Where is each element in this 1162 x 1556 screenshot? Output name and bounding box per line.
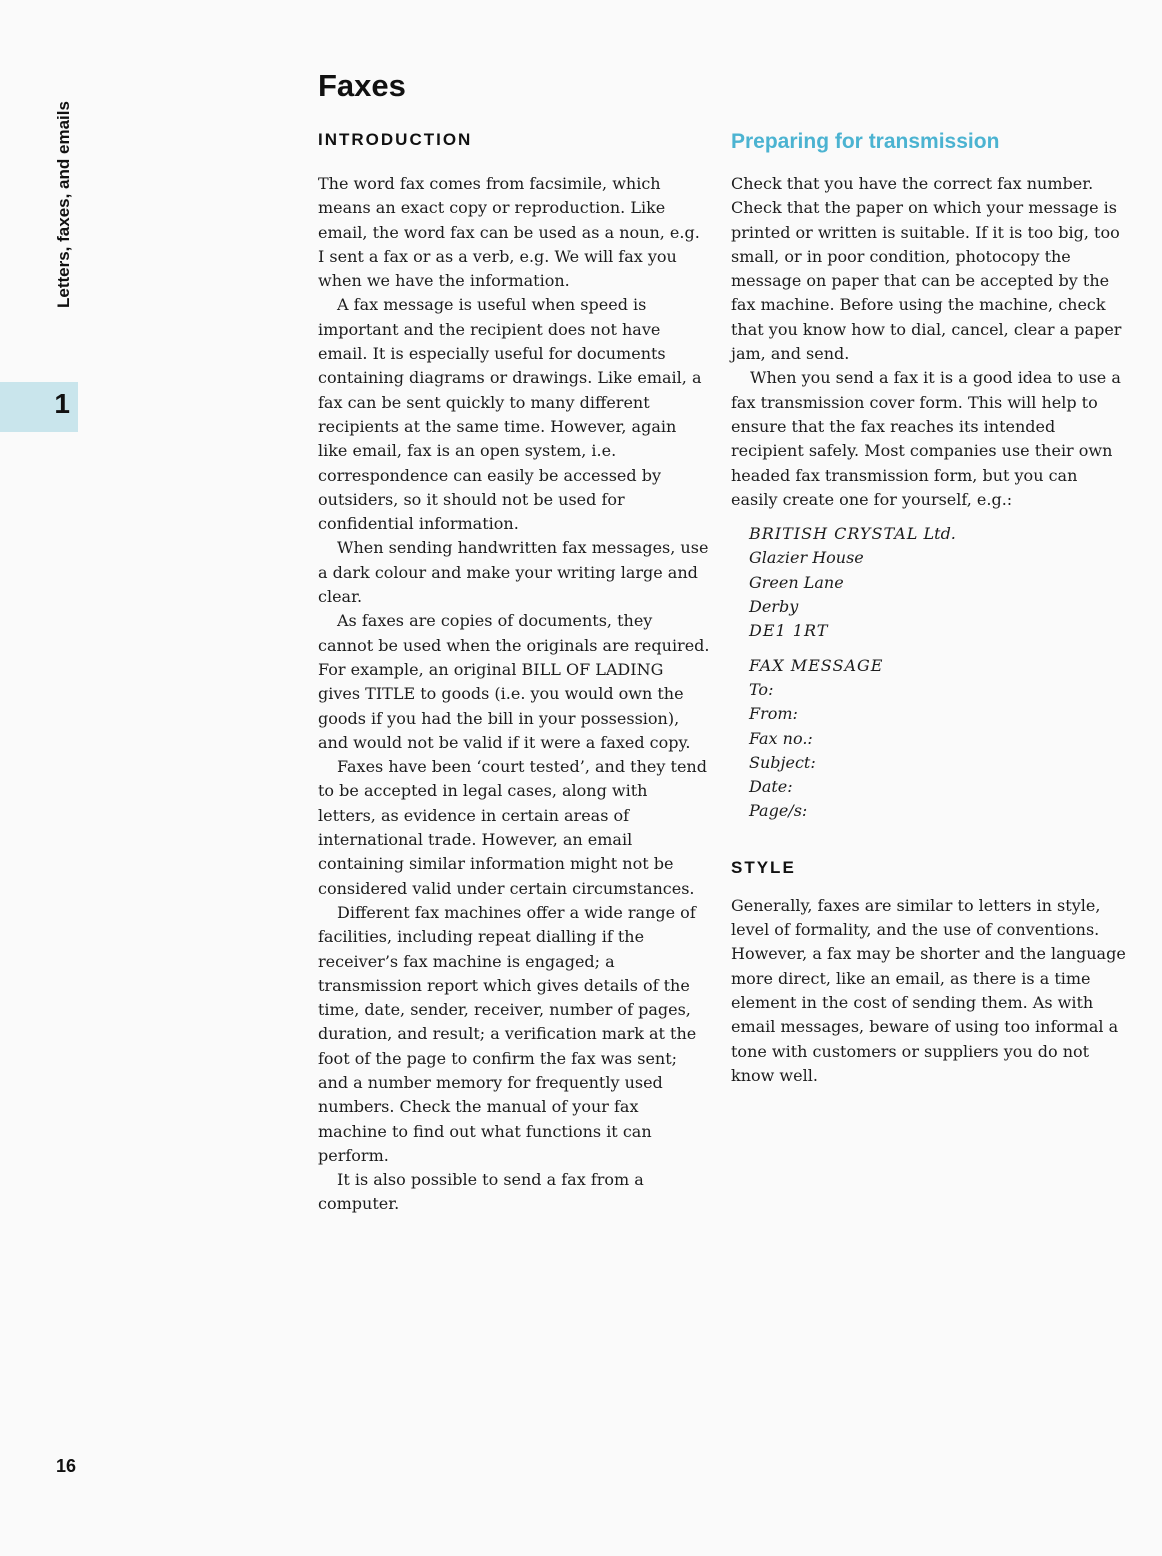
fax-company-name: BRITISH CRYSTAL Ltd. <box>749 524 956 544</box>
fax-form-title: FAX MESSAGE <box>749 655 884 675</box>
fax-field-label: Fax no.: <box>749 728 813 748</box>
fax-field-label: To: <box>749 679 774 699</box>
fax-field-label: Subject: <box>749 752 816 772</box>
preparing-paragraph-1: Check that you have the correct fax number. Check that the paper on which your message is printed or written is suitable. If it is too big, too small, or in poor condition, photocopy the message on paper that can be accepted by the fax machine. Before using the machine, check that you know how to dial, cancel, clear a paper jam, and send. <box>731 174 1122 364</box>
intro-paragraph-4: As faxes are copies of documents, they cannot be used when the originals are required. For example, an original BILL OF LADING gives TITLE to goods (i.e. you would own the goods if you had the bill in your possession), and would not be valid if it were a faxed copy. <box>318 611 710 752</box>
intro-paragraph-5: Faxes have been ‘court tested’, and they tend to be accepted in legal cases, along with letters, as evidence in certain areas of international trade. However, an email containing similar information might not be considered valid under certain circumstances. <box>318 757 707 898</box>
fax-address-line: Glazier House <box>749 548 864 568</box>
style-paragraph: Generally, faxes are similar to letters in style, level of formality, and the use of conventions. However, a fax may be shorter and the language more direct, like an email, as there is a time element in the cost of sending them. As with email messages, beware of using too informal a tone with customers or suppliers you do not know well. <box>731 895 1126 1085</box>
fax-address-line: Green Lane <box>749 572 844 592</box>
chapter-tab <box>0 382 78 432</box>
right-column <box>731 130 1126 1088</box>
fax-field-label: Page/s: <box>749 801 808 821</box>
fax-cover-form-example <box>749 522 1126 824</box>
style-heading: STYLE <box>731 857 796 877</box>
intro-paragraph-3: When sending handwritten fax messages, use a dark colour and make your writing large and clear. <box>318 538 709 607</box>
page-title: Faxes <box>318 68 406 103</box>
fax-address-line: Derby <box>749 597 799 617</box>
fax-field-label: Date: <box>749 777 793 797</box>
left-column <box>318 130 710 1217</box>
page-number: 16 <box>56 1456 77 1476</box>
chapter-side-label: Letters, faxes, and emails <box>54 101 73 308</box>
chapter-number: 1 <box>54 388 70 419</box>
preparing-heading: Preparing for transmission <box>731 130 1000 153</box>
intro-paragraph-2: A fax message is useful when speed is important and the recipient does not have email. It is especially useful for documents containing diagrams or drawings. Like email, a fax can be sent quickly to many different recipients at the same time. However, again like email, fax is an open system, i.e. correspondence can easily be accessed by outsiders, so it should not be used for confidential information. <box>318 295 702 534</box>
preparing-paragraph-2: When you send a fax it is a good idea to use a fax transmission cover form. This will help to ensure that the fax reaches its intended recipient safely. Most companies use their own headed fax transmission form, but you can easily create one for yourself, e.g.: <box>731 368 1121 509</box>
intro-paragraph-1: The word fax comes from facsimile, which means an exact copy or reproduction. Like email, the word fax can be used as a noun, e.g. I sent a fax or as a verb, e.g. We will fax you when we have the information. <box>318 174 700 291</box>
intro-paragraph-6: Different fax machines offer a wide range of facilities, including repeat dialling if the receiver’s fax machine is engaged; a transmission report which gives details of the time, date, sender, receiver, number of pages, duration, and result; a verification mark at the foot of the page to confirm the fax was sent; and a number memory for frequently used numbers. Check the manual of your fax machine to find out what functions it can perform. <box>318 902 697 1165</box>
intro-paragraph-7: It is also possible to send a fax from a computer. <box>318 1170 644 1214</box>
introduction-heading: INTRODUCTION <box>318 130 473 149</box>
fax-postcode: DE1 1RT <box>749 621 829 641</box>
fax-field-label: From: <box>749 704 798 724</box>
